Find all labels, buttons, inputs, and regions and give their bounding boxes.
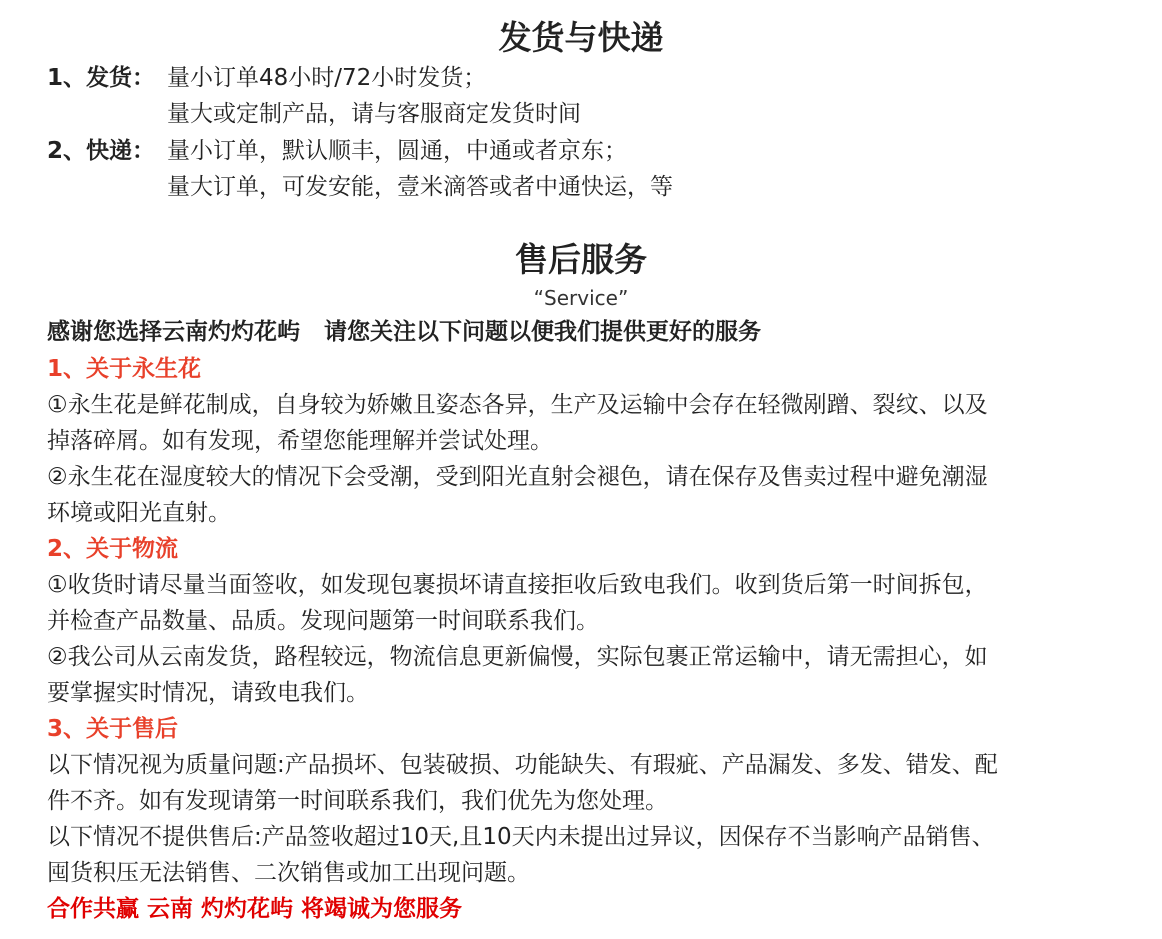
section-2-para-2-line-1: ②我公司从云南发货，路程较远，物流信息更新偏慢，实际包裹正常运输中，请无需担心，如 <box>47 644 988 670</box>
closing-line: 合作共赢 云南 灼灼花屿 将竭诚为您服务 <box>47 896 463 922</box>
service-title: 售后服务 <box>515 240 647 279</box>
section-1-para-2-line-1: ②永生花在湿度较大的情况下会受潮，受到阳光直射会褪色，请在保存及售卖过程中避免潮湿 <box>47 464 988 490</box>
section-2-para-2-line-2: 要掌握实时情况，请致电我们。 <box>47 680 369 706</box>
section-1-para-1-line-2: 掉落碎屑。如有发现，希望您能理解并尝试处理。 <box>47 428 553 454</box>
service-intro <box>47 316 761 348</box>
shipping-item-2-line-1: 量小订单，默认顺丰，圆通，中通或者京东； <box>167 138 627 164</box>
shipping-item-1-line-2: 量大或定制产品，请与客服商定发货时间 <box>167 101 581 127</box>
section-1-para-1-line-1: ①永生花是鲜花制成，自身较为娇嫩且姿态各异，生产及运输中会存在轻微剐蹭、裂纹、以及 <box>47 392 988 418</box>
section-3-para-2-line-1: 以下情况不提供售后:产品签收超过10天,且10天内未提出过异议，因保存不当影响产品销售、 <box>47 824 995 850</box>
section-1-heading: 1、关于永生花 <box>47 356 202 382</box>
section-2-para-1-line-2: 并检查产品数量、品质。发现问题第一时间联系我们。 <box>47 608 599 634</box>
service-intro-part-2: 请您关注以下问题以便我们提供更好的服务 <box>324 319 761 345</box>
shipping-item-1 <box>47 62 486 94</box>
shipping-item-1-line-1: 量小订单48小时/72小时发货； <box>167 65 487 91</box>
section-3-para-1-line-1: 以下情况视为质量问题:产品损坏、包装破损、功能缺失、有瑕疵、产品漏发、多发、错发、配 <box>47 752 998 778</box>
shipping-item-1-label: 1、发货： <box>47 65 156 91</box>
section-3-heading: 3、关于售后 <box>47 716 179 742</box>
shipping-item-1-cont <box>47 98 581 130</box>
service-intro-part-1: 感谢您选择云南灼灼花屿 <box>47 319 300 345</box>
shipping-item-2-cont <box>47 171 673 203</box>
shipping-item-2-label: 2、快递： <box>47 138 156 164</box>
shipping-item-2-line-2: 量大订单，可发安能，壹米滴答或者中通快运，等 <box>167 174 673 200</box>
section-3-para-2-line-2: 囤货积压无法销售、二次销售或加工出现问题。 <box>47 860 530 886</box>
section-3-para-1-line-2: 件不齐。如有发现请第一时间联系我们，我们优先为您处理。 <box>47 788 668 814</box>
section-2-heading: 2、关于物流 <box>47 536 179 562</box>
shipping-item-2 <box>47 135 627 167</box>
section-2-para-1-line-1: ①收货时请尽量当面签收，如发现包裹损坏请直接拒收后致电我们。收到货后第一时间拆包， <box>47 572 988 598</box>
shipping-title: 发货与快递 <box>498 18 664 57</box>
section-1-para-2-line-2: 环境或阳光直射。 <box>47 500 231 526</box>
service-subtitle: “Service” <box>533 286 629 310</box>
